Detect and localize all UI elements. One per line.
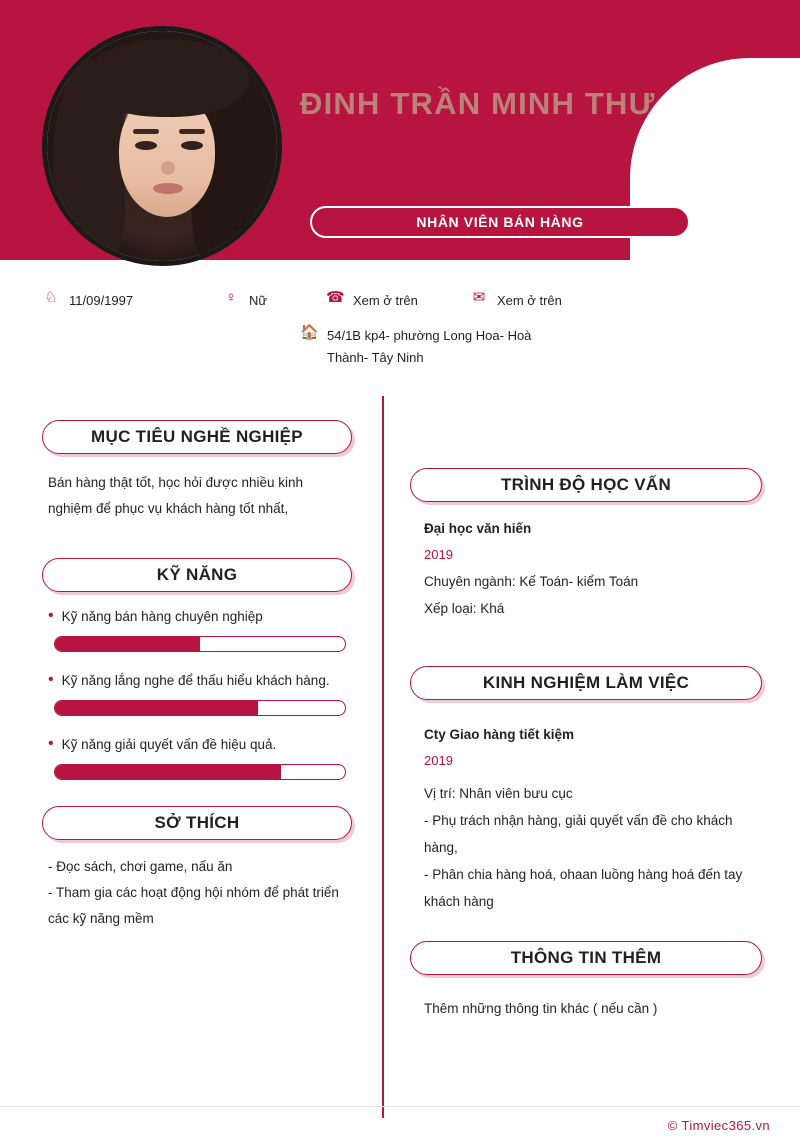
left-column (42, 420, 352, 958)
section-extra (410, 941, 762, 1022)
contact-email (470, 290, 562, 312)
section-education (410, 468, 762, 622)
education-line: Xếp loại: Khá (424, 601, 505, 616)
job-title-badge: NHÂN VIÊN BÁN HÀNG (310, 206, 690, 238)
contact-dob-value: 11/09/1997 (69, 293, 134, 308)
experience-entry (410, 700, 762, 915)
cake-icon: ♘ (44, 289, 58, 306)
bullet-icon: • (48, 735, 54, 752)
experience-title: KINH NGHIỆM LÀM VIỆC (410, 666, 762, 700)
skill-bar (54, 764, 346, 780)
section-skills (42, 558, 352, 780)
experience-line: - Phụ trách nhận hàng, giải quyết vấn đề cho khách hàng, (424, 813, 733, 855)
skill-label: Kỹ năng lắng nghe để thấu hiểu khách hàng. (61, 673, 330, 688)
location-icon: 🏠 (300, 324, 319, 341)
contact-gender (222, 290, 267, 312)
objective-title: MỤC TIÊU NGHỀ NGHIỆP (42, 420, 352, 454)
hobby-line: - Tham gia các hoạt động hội nhóm để phát triển các kỹ năng mềm (48, 885, 339, 926)
skill-item (48, 606, 346, 652)
skill-bar-fill (55, 701, 258, 715)
experience-year: 2019 (424, 753, 453, 768)
experience-line: - Phân chia hàng hoá, ohaan luồng hàng hoá đến tay khách hàng (424, 867, 743, 909)
skill-label: Kỹ năng giải quyết vấn đề hiệu quả. (61, 737, 277, 752)
education-entry (410, 502, 762, 622)
contact-dob (42, 290, 133, 312)
section-experience (410, 666, 762, 915)
gender-icon: ♀ (225, 289, 237, 306)
education-line: Chuyên ngành: Kế Toán- kiểm Toán (424, 574, 639, 589)
footer-divider (0, 1106, 800, 1107)
experience-line: Vị trí: Nhân viên bưu cục (424, 786, 573, 801)
education-title: TRÌNH ĐỘ HỌC VẤN (410, 468, 762, 502)
contact-phone-value: Xem ở trên (353, 293, 418, 308)
experience-org: Cty Giao hàng tiết kiệm (424, 727, 575, 742)
contact-email-value: Xem ở trên (497, 293, 562, 308)
skill-bar (54, 636, 346, 652)
contact-address (300, 325, 560, 369)
bullet-icon: • (48, 607, 54, 624)
skill-bar-fill (55, 637, 200, 651)
skill-bar (54, 700, 346, 716)
education-year: 2019 (424, 547, 453, 562)
extra-entry (410, 975, 762, 1022)
extra-text: Thêm những thông tin khác ( nếu cần ) (424, 1001, 658, 1016)
section-hobbies (42, 806, 352, 932)
bullet-icon: • (48, 671, 54, 688)
avatar (42, 26, 282, 266)
contact-phone (326, 290, 418, 312)
avatar-photo (47, 31, 277, 261)
contact-bar (0, 270, 800, 390)
contact-gender-value: Nữ (249, 293, 268, 308)
skill-bar-fill (55, 765, 281, 779)
section-objective (42, 420, 352, 522)
skill-item (48, 734, 346, 780)
education-org: Đại học văn hiến (424, 521, 532, 536)
candidate-name: ĐINH TRẦN MINH THƯ (300, 86, 656, 121)
column-divider (382, 396, 384, 1118)
footer-credit: © Timviec365.vn (667, 1118, 770, 1133)
hobbies-title: SỞ THÍCH (42, 806, 352, 840)
candidate-name-block (300, 78, 700, 130)
mail-icon: ✉ (472, 289, 486, 306)
skill-label: Kỹ năng bán hàng chuyên nghiệp (61, 609, 263, 624)
skills-title: KỸ NĂNG (42, 558, 352, 592)
skill-item (48, 670, 346, 716)
right-column (410, 468, 762, 1048)
extra-title: THÔNG TIN THÊM (410, 941, 762, 975)
hobby-line: - Đọc sách, chơi game, nấu ăn (48, 859, 233, 874)
contact-address-value: 54/1B kp4- phường Long Hoa- Hoà Thành- Tây Ninh (327, 328, 532, 365)
objective-text: Bán hàng thật tốt, học hỏi được nhiều kinh nghiệm để phục vụ khách hàng tốt nhất, (48, 475, 304, 516)
phone-icon: ☎ (326, 289, 345, 306)
